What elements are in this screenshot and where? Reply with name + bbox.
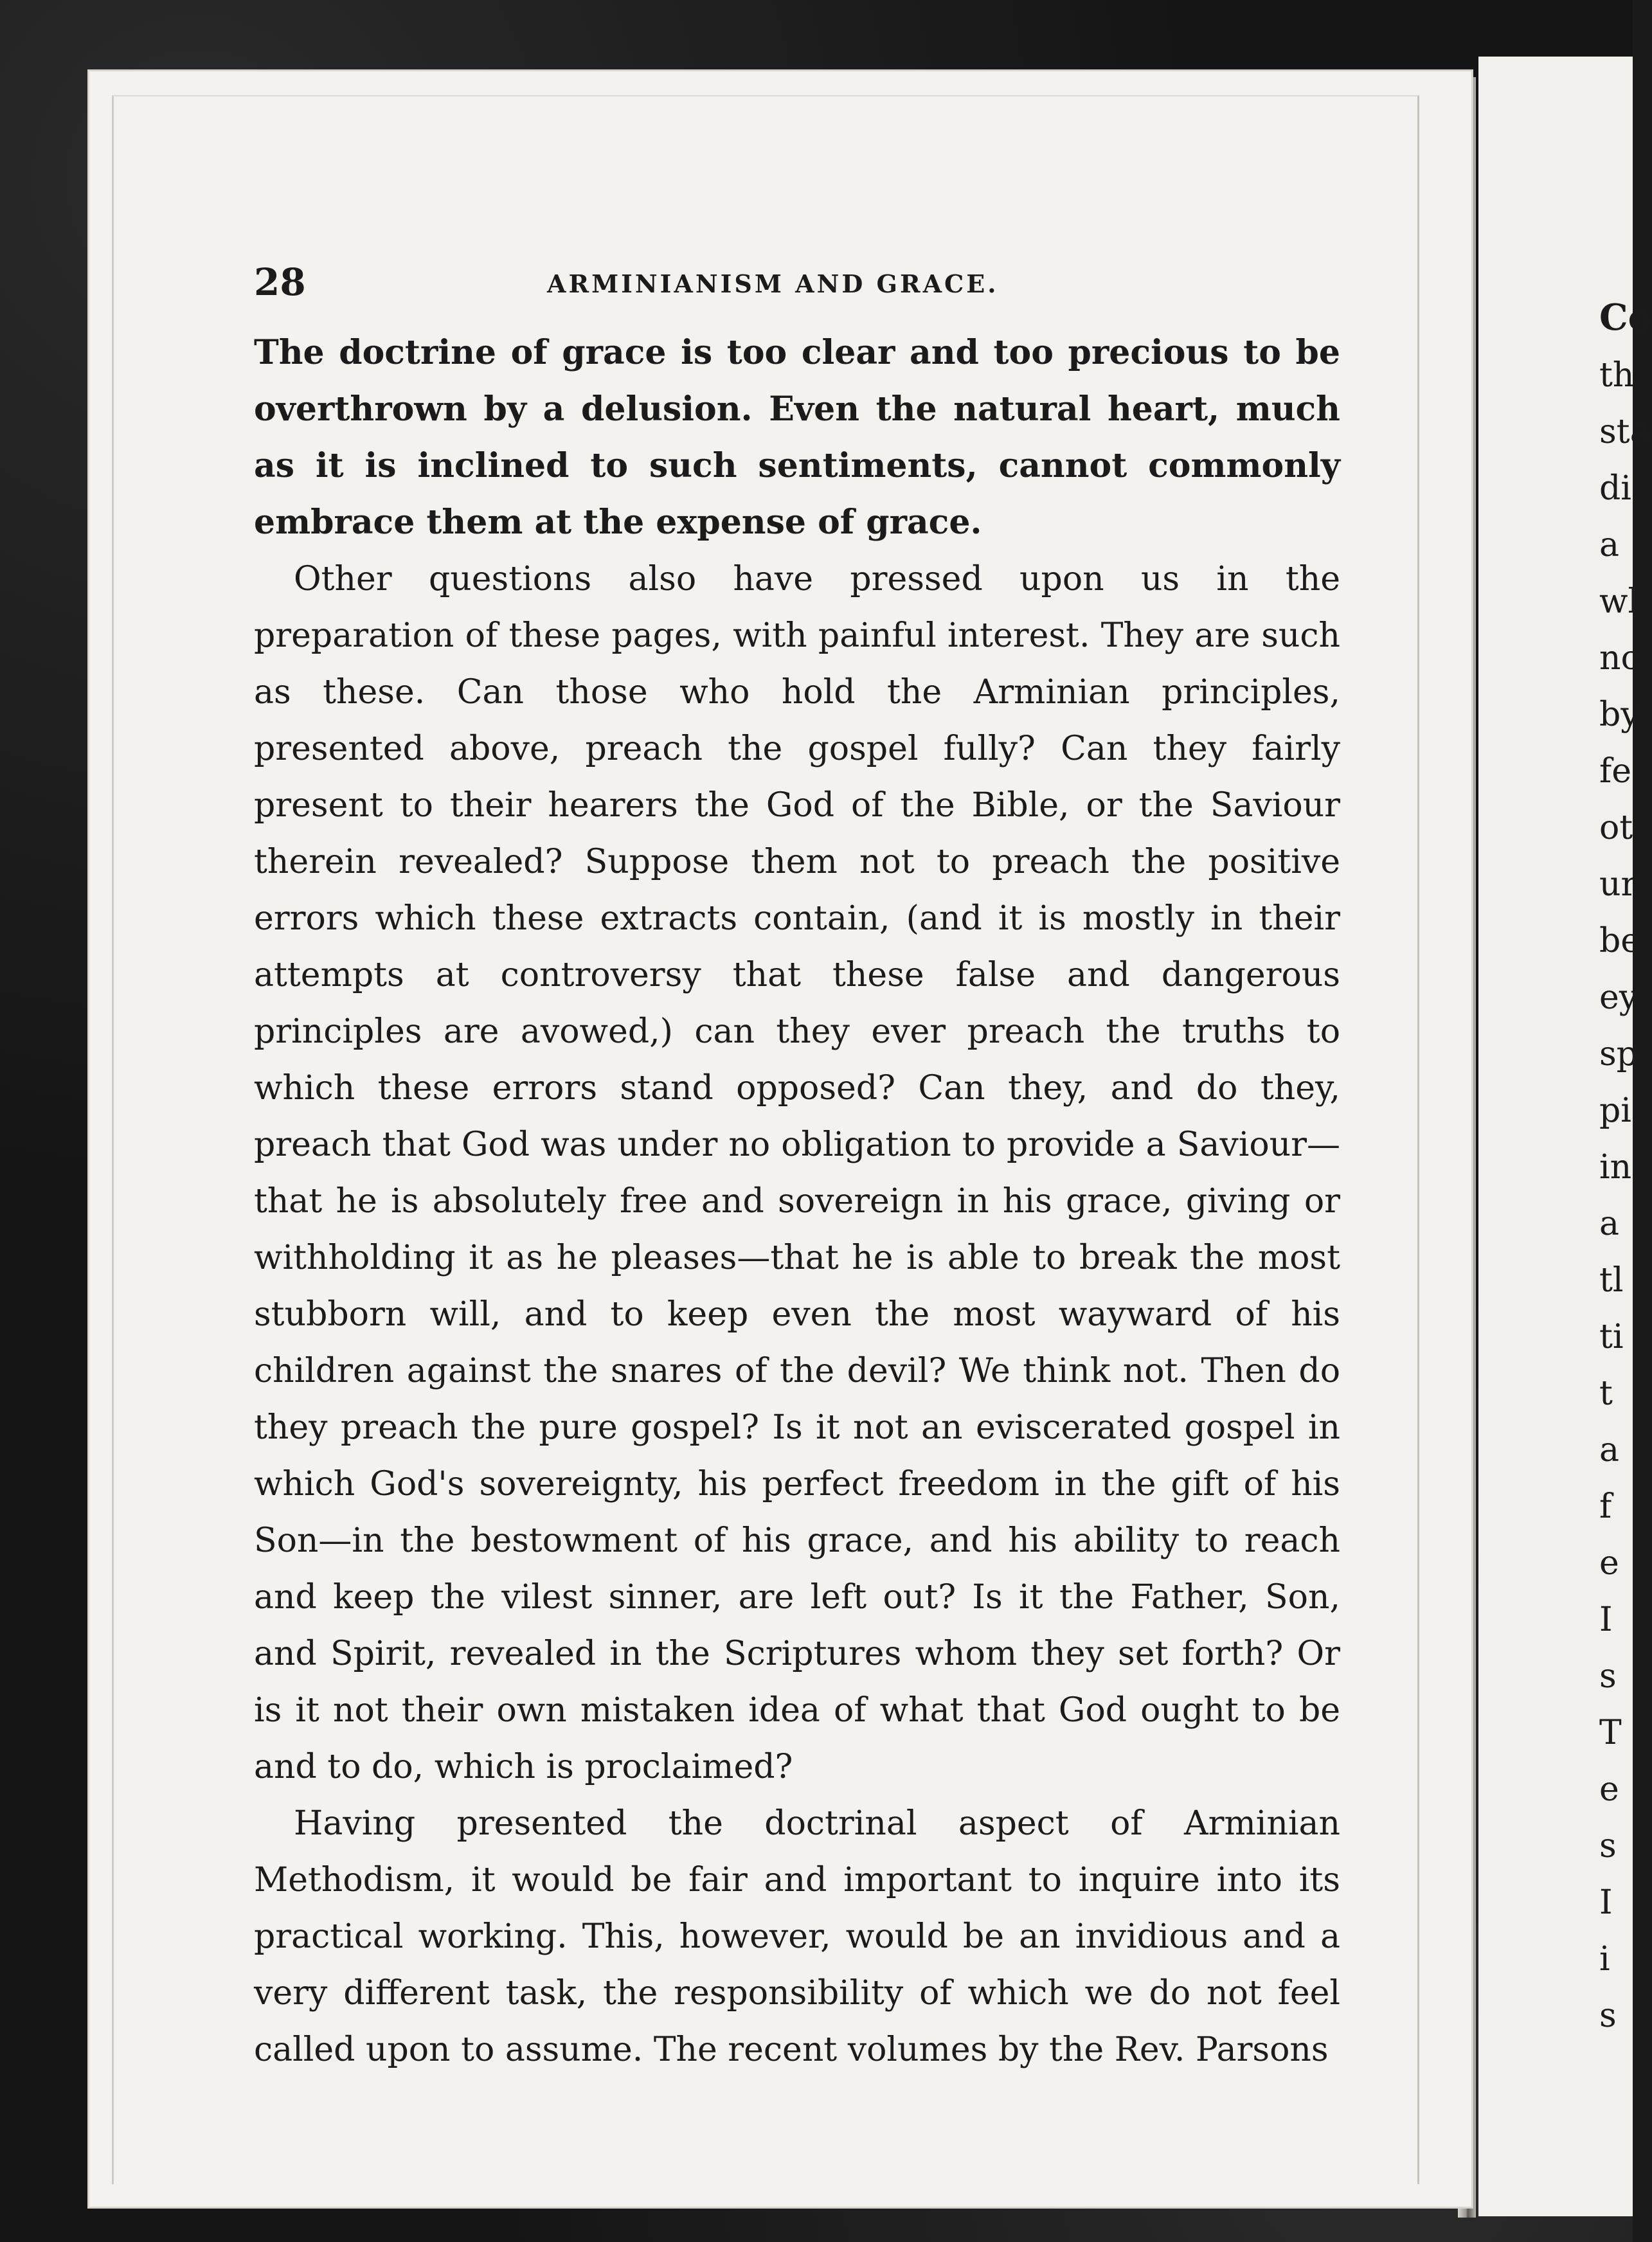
- page-header: [254, 260, 1340, 318]
- facing-page-fragment: tl: [1599, 1261, 1624, 1300]
- facing-page-fragment: be: [1599, 922, 1641, 960]
- facing-page-fragment: i: [1599, 1940, 1610, 1978]
- facing-page-fragment: e: [1599, 1770, 1619, 1809]
- facing-page-fragment: I: [1599, 1883, 1613, 1922]
- paragraph: The doctrine of grace is too clear and too precious to be overthrown by a delusion. Even the natural heart, much as it is inclined to such sentiments, cannot commonly embrace them at the expense of grace.: [254, 333, 1340, 542]
- facing-page-fragment: a: [1599, 526, 1620, 564]
- facing-page-fragment: Co: [1599, 296, 1652, 339]
- paragraph: Other questions also have pressed upon us in the preparation of these pages, with painful interest. They are such as these. Can those who hold the Arminian principles, presented above, preach the gospel fully? Can they fairly present to their hearers the God of the Bible, or the Saviour therein revealed? Suppose them not to preach the positive errors which these extracts contain, (and it is mostly in their attempts at controversy that these false and dangerous principles are avowed,) can they ever preach the truths to which these errors stand opposed? Can they, and do they, preach that God was under no obligation to provide a Saviour—that he is absolutely free and sovereign in his grace, giving or withholding it as he pleases—that he is able to break the most stubborn will, and to keep even the most wayward of his children against the snares of the devil? We think not. Then do they preach the pure gospel? Is it not an eviscerated gospel in which God's sovereignty, his perfect freedom in the gift of his Son—in the bestowment of his grace, and his ability to reach and keep the vilest sinner, are left out? Is it the Father, Son, and Spirit, revealed in the Scriptures whom they set forth? Or is it not their own mistaken idea of what that God ought to be and to do, which is proclaimed?: [254, 560, 1340, 1786]
- facing-page-fragment: s: [1599, 1657, 1617, 1696]
- facing-page-fragment: fe: [1599, 752, 1632, 791]
- facing-page-fragment: t: [1599, 1374, 1613, 1413]
- facing-page-fragment: ey: [1599, 978, 1639, 1017]
- facing-page-fragment: ur: [1599, 865, 1637, 904]
- facing-page-text-fragments: [1599, 289, 1652, 2044]
- facing-page-fragment: in: [1599, 1148, 1632, 1187]
- page-number: 28: [254, 260, 306, 304]
- facing-page-fragment: sp: [1599, 1035, 1638, 1073]
- page-text: [254, 260, 1340, 2078]
- facing-page-fragment: s: [1599, 1827, 1617, 1865]
- facing-page-fragment: pi: [1599, 1091, 1631, 1130]
- facing-page-fragment: ot: [1599, 809, 1633, 847]
- facing-page-fragment: th: [1599, 356, 1635, 395]
- paragraph: Having presented the doctrinal aspect of Arminian Methodism, it would be fair and important to inquire into its practical working. This, however, would be an invidious and a very different task, the responsibility of which we do not feel called upon to assume. The recent volumes by the Rev. Parsons: [254, 1804, 1340, 2069]
- facing-page-fragment: a: [1599, 1431, 1620, 1469]
- facing-page-fragment: s: [1599, 1996, 1617, 2035]
- facing-page-fragment: I: [1599, 1601, 1613, 1639]
- facing-page-fragment: T: [1599, 1714, 1622, 1752]
- facing-page-fragment: wl: [1599, 582, 1639, 621]
- facing-page-fragment: sta: [1599, 413, 1650, 451]
- facing-page-fragment: a: [1599, 1205, 1620, 1243]
- facing-page-fragment: nc: [1599, 639, 1640, 677]
- facing-page-fragment: di: [1599, 469, 1631, 508]
- facing-page-fragment: by: [1599, 695, 1640, 734]
- facing-page-fragment: ti: [1599, 1318, 1624, 1356]
- facing-page-fragment: e: [1599, 1544, 1619, 1583]
- facing-page-fragment: f: [1599, 1487, 1612, 1526]
- running-head: ARMINIANISM AND GRACE.: [547, 269, 999, 298]
